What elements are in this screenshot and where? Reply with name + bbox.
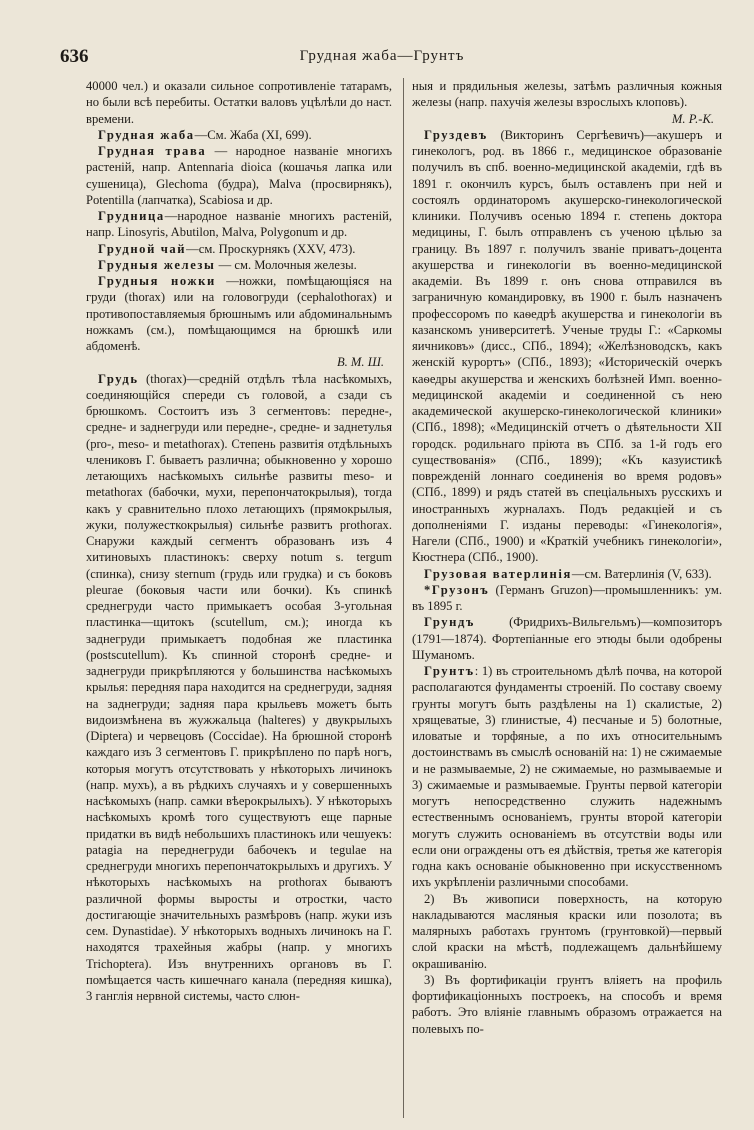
entry-text: —народное названіе многихъ растеній, напр. Linosyris, Abutilon, Malva, Polygonum и др.	[86, 209, 392, 240]
entry-headword: Грузовая ватерлинія	[424, 566, 572, 581]
entry-text: — см. Молочныя железы.	[215, 257, 357, 272]
entry-paragraph	[86, 241, 392, 257]
entry-text: 3) Въ фортификаціи грунтъ вліяетъ на профиль фортификаціонныхъ построекъ, на способъ и время работъ. Это вліяніе главнымъ образомъ отражается на полевыхъ по-	[412, 972, 722, 1036]
entry-headword: Грундъ	[424, 615, 475, 630]
entry-headword: Грудная трава	[98, 144, 207, 158]
author-signature: М. Р.-К.	[671, 111, 714, 126]
entry-text: (Фридрихъ-Вильгельмъ)—композиторъ (1791—1874). Фортепіанные его этюды были одобрены Шуманомъ.	[412, 615, 722, 662]
entry-headword: Грудныя ножки	[98, 274, 216, 288]
entry-headword: Грудныя железы	[98, 257, 216, 272]
entry-paragraph	[86, 208, 392, 241]
entry-text: —см. Ватерлинія (V, 633).	[571, 566, 712, 581]
entry-headword: Грунтъ	[424, 664, 475, 678]
entry-paragraph	[86, 257, 392, 273]
entry-text: —ножки, помѣщающіяся на груди (thorax) или на головогруди (cephalothorax) и противопоставляемыя брюшнымъ или абдоминальнымъ ножкамъ (см.), помѣщающимся на брюшкѣ или абдоменѣ.	[86, 274, 392, 353]
entry-headword: Грудница	[98, 209, 165, 223]
entry-text: (Германъ Gruzon)—промышленникъ: ум. въ 1895 г.	[412, 582, 722, 613]
entry-text: 2) Въ живописи поверхность, на которую накладываются масляныя краски или позолота; въ малярныхъ работахъ грунтомъ (грунтовкой)—первый слой краски на мѣстѣ, подлежащемъ дальнѣйшему окрашиванію.	[412, 891, 722, 971]
entry-text: : 1) въ строительномъ дѣлѣ почва, на которой располагаются фундаменты строеній. По составу своему грунты могутъ быть раздѣлены на 1) скалистые, 2) хрящеватые, 3) глинистые, 4) песчаные и 5) болотные, иловатые и торфяные, а по ихъ относительнымъ достоинствамъ въ смыслѣ основаній на: 1) не сжимаемые и не размываемые, 2) не сжимаемые, но размываемые и 3) сжимаемые и размываемые. Грунты первой категоріи могутъ непосредственно служить надежнымъ естественнымъ основаніемъ, грунты второй категоріи могутъ служить основаніемъ въ отсутствіи воды или если они ограждены отъ ея дѣйствія, третья же категорія годна какъ основаніе обыкновенно при искусственномъ ихъ укрѣпленіи различными способами.	[412, 664, 722, 890]
running-title: Грудная жаба—Грунтъ	[299, 48, 465, 64]
entry-headword: Груздевъ	[424, 127, 488, 142]
entry-text: (thorax)—средній отдѣлъ тѣла насѣкомыхъ, соединяющійся спереди съ головой, а сзади съ брюшкомъ. Состоитъ изъ 3 сегментовъ: передне-, средне- и заднегруди или передне-, средне- и заднетулья (pro-, meso- и metathorax). Степень развитія отдѣльныхъ члениковъ Г. бываетъ различна; обыкновенно у хорошо летающихъ насѣкомыхъ сильнѣе развиты meso- и metathorax (бабочки, мухи, перепончатокрылыя), тогда какъ у сравнительно плохо летающихъ (прямокрылыя, жуки, полужесткокрылыя) сильнѣе развитъ prothorax. Снаружи каждый сегментъ образованъ изъ 4 хитиновыхъ пластинокъ: сверху notum s. tergum (спинка), снизу sternum (грудь или грудка) и съ боковъ pleurae (боковыя части или бочки). Къ спинкѣ среднегруди часто примыкаетъ особая 3-угольная пластинка—щитокъ (scutellum, см.); иногда къ заднегруди примыкаетъ подобная же пластинка (postscutellum). Къ спинной сторонѣ средне- и заднегруди прикрѣпляются у большинства насѣкомыхъ крылья: передняя пара находится на среднегруди, задняя на заднегруди; задняя пара крыльевъ можетъ быть видоизмѣнена въ жужжальца (halteres) у двукрылыхъ (Diptera) и червецовъ (Coccidae). На брюшной сторонѣ каждаго изъ 3 сегментовъ Г. прикрѣплено по парѣ ногъ, которыя могутъ отсутствовать у нѣкоторыхъ личинокъ (напр. мухъ), а въ рѣдкихъ случаяхъ и у совершенныхъ насѣкомыхъ (напр. самки вѣерокрылыхъ). У нѣкоторыхъ насѣкомыхъ кромѣ того существуютъ еще парные придатки въ видѣ небольшихъ пластинокъ или чешуекъ: patagia на переднегруди бабочекъ и tegulae на среднегруди многихъ перепончатокрылыхъ и другихъ. У нѣкоторыхъ насѣкомыхъ на prothorax бываютъ различной формы выросты и отростки, часто достигающіе значительныхъ размѣровъ (напр. жуки изъ сем. Dynastidae). У нѣкоторыхъ водныхъ личинокъ на Г. находятся трахейныя жабры (напр. у многихъ Trichoptera). Изъ внутреннихъ органовъ въ Г. помѣщается часть кишечнаго канала (передняя кишка), 3 ганглія нервной системы, часто слюн-	[86, 371, 392, 1003]
entry-paragraph	[412, 78, 722, 127]
right-column	[412, 78, 722, 1037]
column-divider	[403, 78, 404, 1118]
entry-paragraph	[412, 127, 722, 566]
entry-paragraph	[86, 127, 392, 143]
entry-paragraph	[412, 614, 722, 663]
entry-paragraph	[86, 371, 392, 1005]
entry-text: ныя и прядильныя железы, затѣмъ различныя кожныя железы (напр. пахучія железы взрослыхъ клоповъ).	[412, 79, 722, 110]
entry-text: (Викторинъ Сергѣевичъ)—акушеръ и гинекологъ, род. въ 1866 г., медицинское образованіе получилъ въ спб. военно-медицинской академіи, гдѣ въ 1891 г. окончилъ курсъ, былъ оставленъ при ней и состоялъ ординаторомъ акушерско-гинекологической клиники. Получивъ осенью 1894 г. степень доктора медицины, Г. былъ отправленъ съ ученою цѣлью за границу. Въ 1897 г. получилъ званіе приватъ-доцента акушерства и гинекологіи въ военно-медицинской академіи. Въ 1899 г. онъ снова отправился въ заграничную командировку, въ 1900 г. былъ назначенъ профессоромъ по каѳедрѣ акушерства и гинекологіи въ казанскомъ университетѣ. Ученые труды Г.: «Саркомы яичниковъ» (дисс., СПб., 1894); «Желѣзноводскъ, какъ женскій курортъ» (СПб., 1893); «Историческій очеркъ каѳедры акушерства и женскихъ болѣзней Имп. военно-медицинской академіи и соединенной съ нею академической акушерско-гинекологической клиники» (СПб., 1898); «Медицинскій отчетъ о дѣятельности XII городск. родильнаго пріюта въ СПб. за 1-й годъ его существованія» (СПб., 1899); «Къ казуистикѣ поврежденій лоннаго соединенія во время родовъ» (СПб., 1899) и рядъ статей въ спеціальныхъ русскихъ и иностранныхъ журналахъ. Подъ редакціей и съ дополненіями Г. изданы переводы: «Гинекологія», Нагели (СПб., 1900) и «Краткій учебникъ гинекологіи», Кюстнера (СПб., 1900).	[412, 127, 722, 565]
entry-paragraph	[412, 972, 722, 1037]
entry-headword: *Грузонъ	[424, 582, 490, 597]
entry-paragraph	[412, 566, 722, 582]
entry-paragraph	[86, 78, 392, 127]
entry-text: — народное названіе многихъ растеній, напр. Antennaria dioica (кошачья лапка или сушеница), Glechoma (будра), Malva (просвирнякъ), Potentilla (лапчатка), Scabiosa и др.	[86, 144, 392, 207]
entry-paragraph	[412, 663, 722, 891]
entry-headword: Грудная жаба	[98, 127, 195, 142]
entry-paragraph	[412, 582, 722, 615]
entry-paragraph	[412, 891, 722, 972]
entry-headword: Грудь	[98, 371, 139, 386]
author-signature: В. М. Ш.	[336, 355, 384, 370]
entry-paragraph	[86, 273, 392, 371]
entry-paragraph	[86, 143, 392, 208]
entry-text: —См. Жаба (XI, 699).	[194, 127, 312, 142]
page-header	[60, 46, 704, 70]
entry-text: 40000 чел.) и оказали сильное сопротивленіе татарамъ, но были всѣ перебиты. Остатки валовъ уцѣлѣли до наст. времени.	[86, 79, 392, 126]
entry-text: —см. Проскурнякъ (XXV, 473).	[186, 241, 356, 256]
page-number: 636	[60, 46, 89, 67]
left-column	[86, 78, 392, 1004]
entry-headword: Грудной чай	[98, 241, 187, 256]
